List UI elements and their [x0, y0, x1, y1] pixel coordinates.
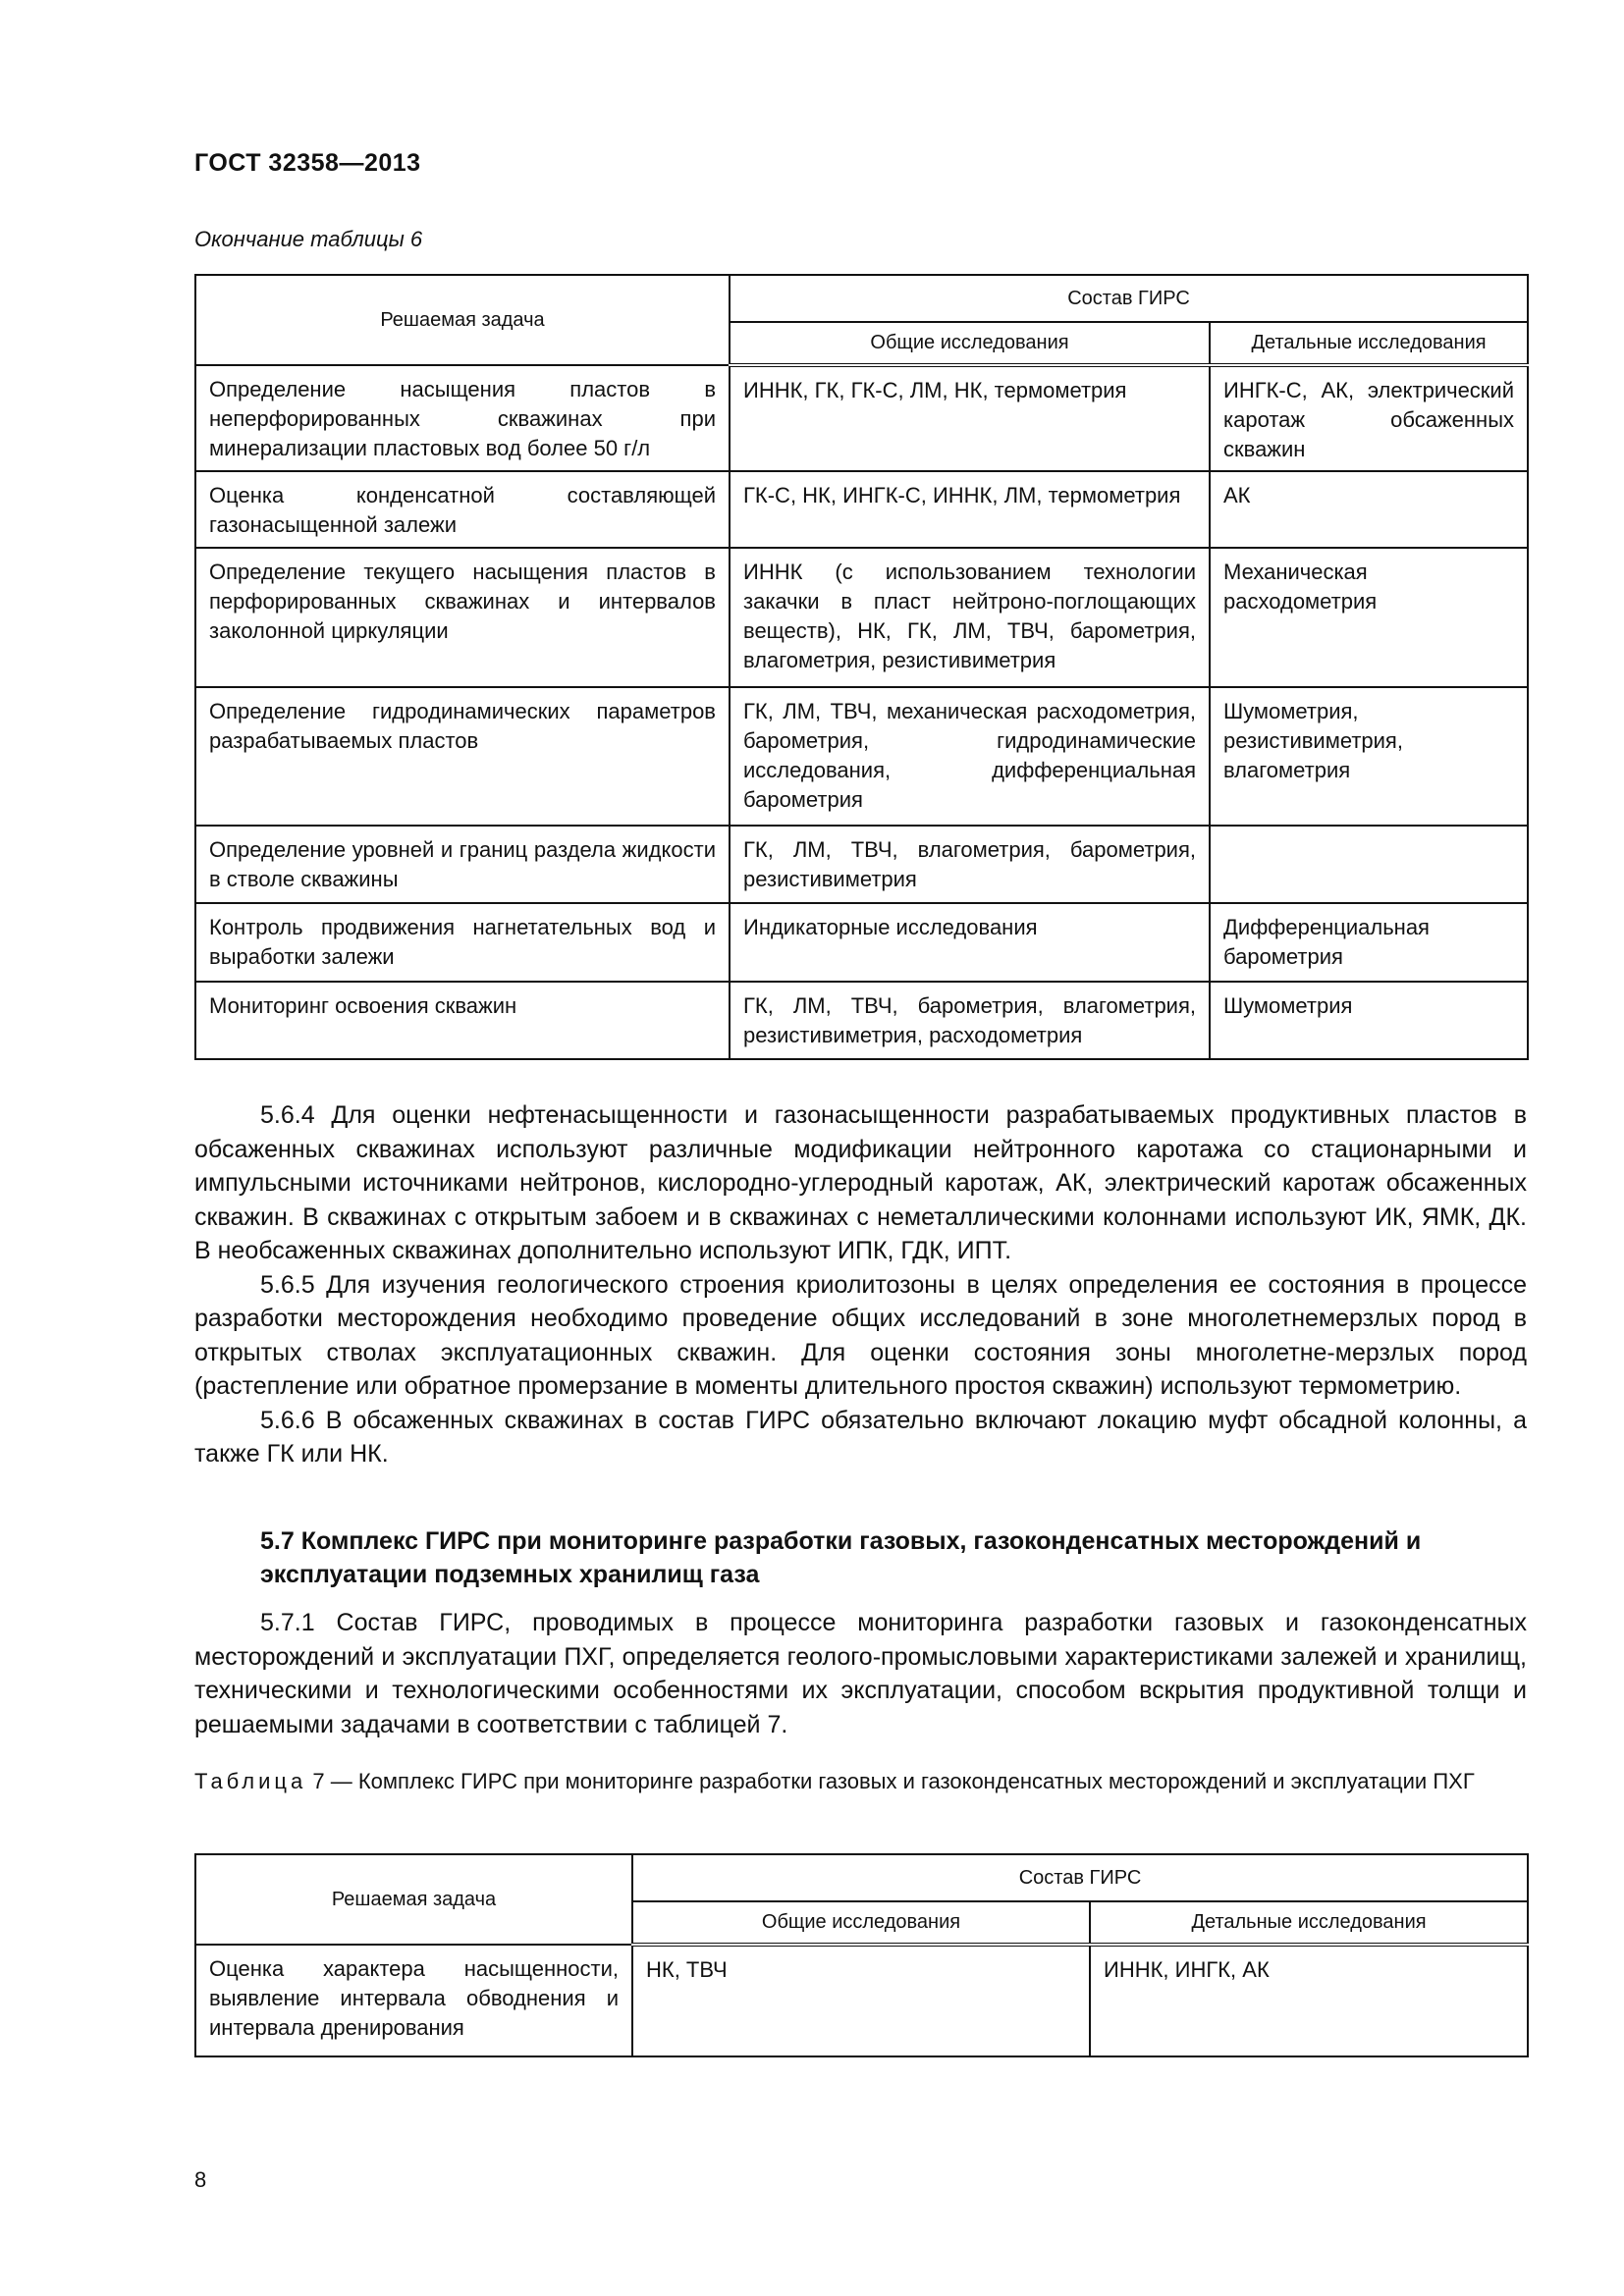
task-cell: Определение уровней и границ раздела жидкости в стволе скважины: [195, 826, 730, 903]
table-6-header-task: Решаемая задача: [195, 275, 730, 365]
table-row: [195, 687, 1528, 826]
detailed-cell: ИНГК-С, АК, электрический каротаж обсаженных скважин: [1210, 365, 1528, 471]
table-row: [195, 903, 1528, 982]
general-cell: ИННК (с использованием технологии закачки в пласт нейтроно-поглощающих веществ), НК, ГК, ЛМ, ТВЧ, барометрия, влагометрия, резистивиметрия: [730, 548, 1210, 687]
detailed-cell: Дифференциальная барометрия: [1210, 903, 1528, 982]
table-6: [194, 274, 1529, 1060]
table-7-caption: [194, 1767, 1527, 1796]
paragraph-5-6-5: 5.6.5 Для изучения геологического строения криолитозоны в целях определения ее состояния в процессе разработки месторождения необходимо проведение общих исследований в зоне многолетнемерзлых пород в открытых стволах эксплуатационных скважин. Для оценки состояния зоны многолетне-мерзлых пород (растепление или обратное промерзание в моменты длительного простоя скважин) используют термометрию.: [194, 1270, 1527, 1400]
table-row: [195, 826, 1528, 903]
body-text-5-7: [194, 1606, 1527, 1741]
table-7-caption-label: Таблица: [194, 1769, 307, 1793]
table-6-header-general: Общие исследования: [730, 322, 1210, 365]
task-cell: Определение гидродинамических параметров разрабатываемых пластов: [195, 687, 730, 826]
task-cell: Оценка характера насыщенности, выявление интервала обводнения и интервала дренирования: [195, 1945, 632, 2056]
table-row: [195, 982, 1528, 1059]
detailed-cell: ИННК, ИНГК, АК: [1090, 1945, 1528, 2056]
task-cell: Мониторинг освоения скважин: [195, 982, 730, 1059]
detailed-cell: АК: [1210, 471, 1528, 548]
detailed-cell: Шумометрия, резистивиметрия, влагометрия: [1210, 687, 1528, 826]
detailed-cell: [1210, 826, 1528, 903]
general-cell: НК, ТВЧ: [632, 1945, 1090, 2056]
body-text-5-6: [194, 1098, 1527, 1471]
general-cell: ИННК, ГК, ГК-С, ЛМ, НК, термометрия: [730, 365, 1210, 471]
table-row: [195, 365, 1528, 471]
paragraph-5-7-1: 5.7.1 Состав ГИРС, проводимых в процессе мониторинга разработки газовых и газоконденсатных месторождений и эксплуатации ПХГ, определяется геолого-промысловыми характеристиками залежей и хранилищ, техническими и технологическими особенностями их эксплуатации, способом вскрытия продуктивной толщи и решаемыми задачами в соответствии с таблицей 7.: [194, 1609, 1527, 1738]
general-cell: ГК-С, НК, ИНГК-С, ИННК, ЛМ, термометрия: [730, 471, 1210, 548]
table-7-header-general: Общие исследования: [632, 1901, 1090, 1945]
detailed-cell: Шумометрия: [1210, 982, 1528, 1059]
paragraph-5-6-6: 5.6.6 В обсаженных скважинах в состав ГИРС обязательно включают локацию муфт обсадной колонны, а также ГК или НК.: [194, 1406, 1527, 1468]
task-cell: Определение текущего насыщения пластов в перфорированных скважинах и интервалов заколонной циркуляции: [195, 548, 730, 687]
section-5-7-heading: 5.7 Комплекс ГИРС при мониторинге разработки газовых, газоконденсатных месторождений и эксплуатации подземных хранилищ газа: [260, 1527, 1422, 1588]
detailed-cell: Механическая расходометрия: [1210, 548, 1528, 687]
table-7-header-detailed: Детальные исследования: [1090, 1901, 1528, 1945]
table-6-continuation-caption: Окончание таблицы 6: [194, 227, 423, 251]
general-cell: Индикаторные исследования: [730, 903, 1210, 982]
general-cell: ГК, ЛМ, ТВЧ, влагометрия, барометрия, резистивиметрия: [730, 826, 1210, 903]
table-6-header-detailed: Детальные исследования: [1210, 322, 1528, 365]
task-cell: Контроль продвижения нагнетательных вод и выработки залежи: [195, 903, 730, 982]
paragraph-5-6-4: 5.6.4 Для оценки нефтенасыщенности и газонасыщенности разрабатываемых продуктивных пластов в обсаженных скважинах используют различные модификации нейтронного каротажа со стационарными и импульсными источниками нейтронов, кислородно-углеродный каротаж, АК, электрический каротаж обсаженных скважин. В скважинах с открытым забоем и в скважинах с неметаллическими колоннами используют ИК, ЯМК, ДК. В необсаженных скважинах дополнительно используют ИПК, ГДК, ИПТ.: [194, 1101, 1527, 1264]
table-6-header-composition: Состав ГИРС: [730, 275, 1528, 322]
general-cell: ГК, ЛМ, ТВЧ, барометрия, влагометрия, резистивиметрия, расходометрия: [730, 982, 1210, 1059]
table-7-header-task: Решаемая задача: [195, 1854, 632, 1945]
table-7-header-composition: Состав ГИРС: [632, 1854, 1528, 1901]
general-cell: ГК, ЛМ, ТВЧ, механическая расходометрия, барометрия, гидродинамические исследования, дифференциальная барометрия: [730, 687, 1210, 826]
task-cell: Определение насыщения пластов в неперфорированных скважинах при минерализации пластовых вод более 50 г/л: [195, 365, 730, 471]
table-row: [195, 1945, 1528, 2056]
table-7-caption-text: 7 — Комплекс ГИРС при мониторинге разработки газовых и газоконденсатных месторождений и эксплуатации ПХГ: [306, 1769, 1475, 1793]
table-7: [194, 1853, 1529, 2057]
table-row: [195, 548, 1528, 687]
document-code: ГОСТ 32358—2013: [194, 149, 421, 177]
task-cell: Оценка конденсатной составляющей газонасыщенной залежи: [195, 471, 730, 548]
page-number: 8: [194, 2167, 207, 2192]
table-row: [195, 471, 1528, 548]
